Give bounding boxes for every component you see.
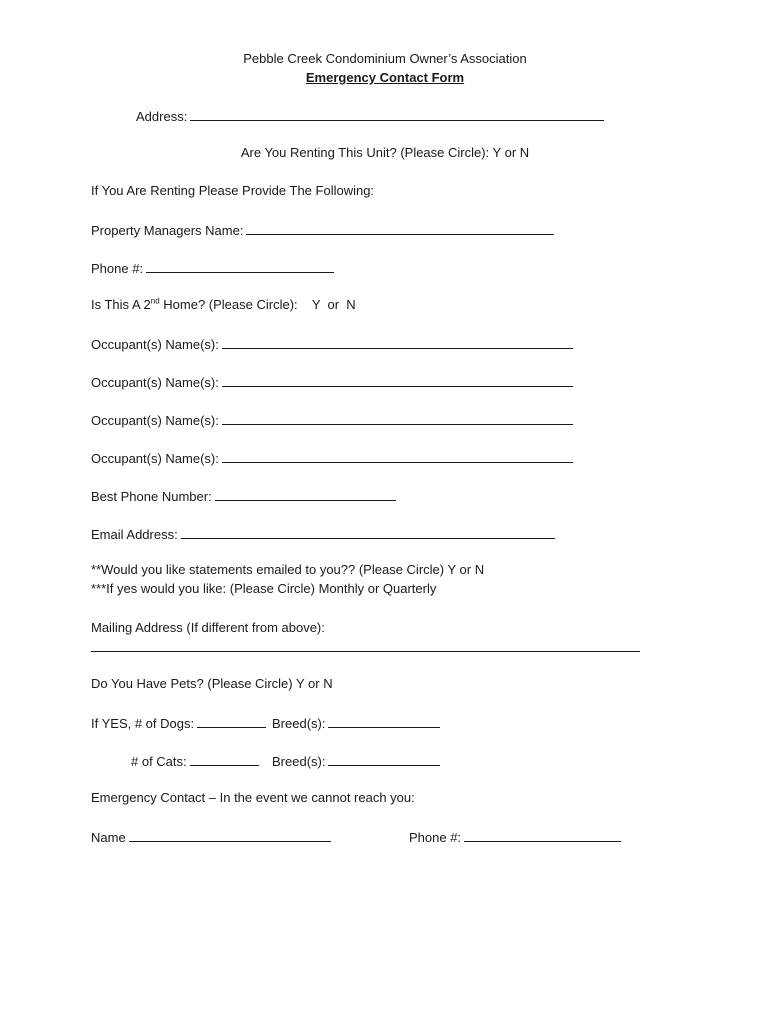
cats-breed-row	[272, 752, 440, 770]
dogs-count-field[interactable]	[197, 714, 266, 728]
email-field[interactable]	[181, 525, 555, 539]
occupant-row	[91, 411, 573, 429]
second-home-sup: nd	[150, 296, 160, 306]
cats-breed-field[interactable]	[328, 752, 440, 766]
dogs-label: If YES, # of Dogs:	[91, 716, 195, 731]
phone-field[interactable]	[146, 259, 334, 273]
phone-row	[91, 259, 334, 277]
emergency-contact-label: Emergency Contact – In the event we cannot reach you:	[91, 790, 415, 805]
second-home-suffix: Home? (Please Circle): Y or N	[159, 297, 356, 312]
occupant-label: Occupant(s) Name(s):	[91, 337, 219, 352]
contact-name-label: Name	[91, 830, 126, 845]
dogs-breed-label: Breed(s):	[272, 716, 326, 731]
address-row	[136, 107, 604, 125]
contact-phone-field[interactable]	[464, 828, 621, 842]
renting-instructions: If You Are Renting Please Provide The Following:	[91, 183, 375, 198]
address-label: Address:	[136, 109, 188, 124]
occupant-field[interactable]	[222, 373, 573, 387]
statements-question: **Would you like statements emailed to you?? (Please Circle) Y or N	[91, 562, 485, 577]
best-phone-field[interactable]	[215, 487, 396, 501]
contact-phone-row	[409, 828, 621, 846]
occupant-field[interactable]	[222, 449, 573, 463]
occupant-label: Occupant(s) Name(s):	[91, 451, 219, 466]
mailing-address-label: Mailing Address (If different from above):	[91, 620, 325, 635]
mailing-address-field[interactable]	[91, 651, 640, 652]
best-phone-label: Best Phone Number:	[91, 489, 212, 504]
form-title: Emergency Contact Form	[305, 70, 465, 85]
cats-label: # of Cats:	[131, 754, 187, 769]
cats-breed-label: Breed(s):	[272, 754, 326, 769]
second-home-question	[91, 297, 356, 313]
property-manager-label: Property Managers Name:	[91, 223, 244, 238]
second-home-prefix: Is This A 2	[91, 297, 151, 312]
contact-name-row	[91, 828, 331, 846]
occupant-row	[91, 449, 573, 467]
dogs-breed-field[interactable]	[328, 714, 440, 728]
renting-question: Are You Renting This Unit? (Please Circle): Y or N	[240, 145, 530, 160]
occupant-field[interactable]	[222, 335, 573, 349]
contact-phone-label: Phone #:	[409, 830, 462, 845]
pets-question: Do You Have Pets? (Please Circle) Y or N	[91, 676, 333, 691]
occupant-row	[91, 335, 573, 353]
contact-name-field[interactable]	[129, 828, 331, 842]
phone-label: Phone #:	[91, 261, 144, 276]
dogs-breed-row	[272, 714, 440, 732]
property-manager-field[interactable]	[246, 221, 554, 235]
occupant-field[interactable]	[222, 411, 573, 425]
org-name: Pebble Creek Condominium Owner’s Association	[243, 51, 527, 66]
dogs-row	[91, 714, 266, 732]
property-manager-row	[91, 221, 554, 239]
address-field[interactable]	[190, 107, 604, 121]
occupant-label: Occupant(s) Name(s):	[91, 375, 219, 390]
best-phone-row	[91, 487, 396, 505]
cats-row	[131, 752, 259, 770]
statements-frequency: ***If yes would you like: (Please Circle) Monthly or Quarterly	[91, 581, 437, 596]
occupant-label: Occupant(s) Name(s):	[91, 413, 219, 428]
occupant-row	[91, 373, 573, 391]
email-row	[91, 525, 555, 543]
email-label: Email Address:	[91, 527, 178, 542]
cats-count-field[interactable]	[190, 752, 259, 766]
